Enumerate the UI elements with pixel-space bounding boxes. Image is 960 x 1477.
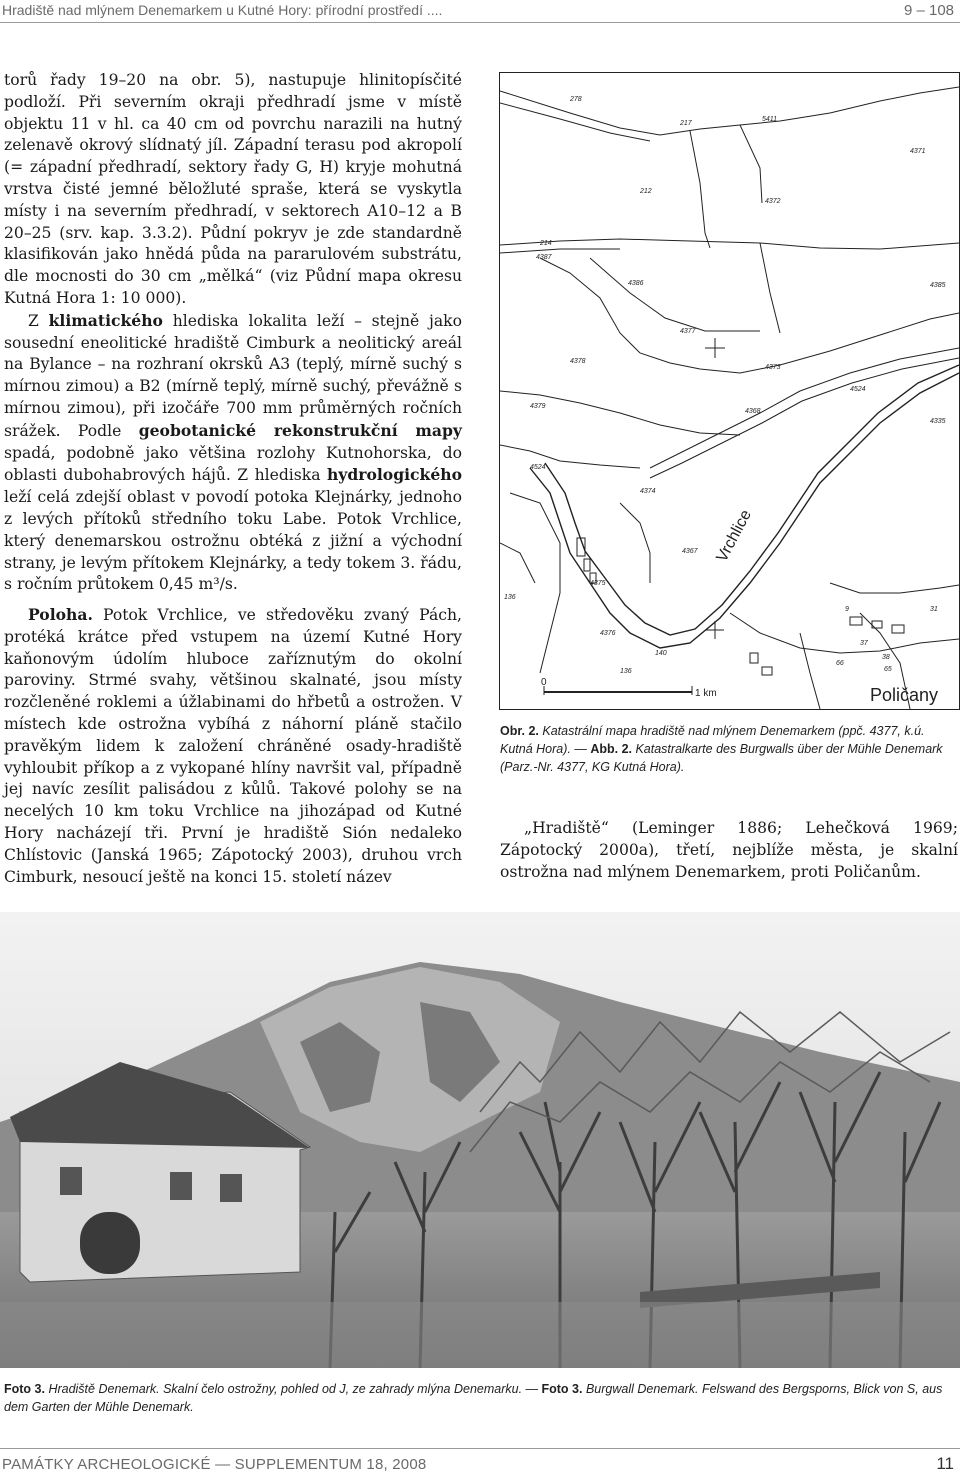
- parcel-number: 4524: [850, 386, 866, 393]
- parcel-number: 4372: [765, 198, 781, 205]
- mill-window: [60, 1167, 82, 1195]
- text-run: leží celá zdejší oblast v povodí potoka Klejnárky, jednoho z levých přítoků středního toku Labe. Potok Vrchlice, který denemarskou ostrožnu obtéká z jižní a východní strany, je levým přítokem Klejnárky, a tedy tokem 3. řádu, s ročním průtokem 0,45 m³/s.: [4, 488, 462, 594]
- paragraph-climate: [4, 310, 462, 596]
- road: [650, 348, 959, 468]
- parcel-boundary: [500, 249, 620, 253]
- foreground-grass: [0, 1302, 960, 1368]
- text-run: Z: [28, 311, 49, 330]
- building: [762, 667, 772, 675]
- parcel-boundary: [620, 503, 650, 583]
- caption-text: Katastrální mapa hradiště nad mlýnem Denemarkem (ppč. 4377, k.ú. Kutná Hora). —: [500, 724, 925, 756]
- parcel-number: 4368: [745, 408, 761, 415]
- caption-text: Katastralkarte des Burgwalls über der Mühle Denemark (Parz.-Nr. 4377, KG Kutná Hora).: [500, 742, 943, 774]
- map-drawing: [500, 73, 959, 709]
- parcel-number: 37: [860, 640, 868, 647]
- parcel-number: 38: [882, 654, 890, 661]
- parcel-number: 217: [680, 120, 692, 127]
- map-caption: [500, 722, 958, 776]
- parcel-boundary: [500, 391, 740, 435]
- bold-term: geobotanické rekonstrukční mapy: [138, 420, 462, 440]
- paragraph-soil: torů řady 19–20 na obr. 5), nastupuje hlinitopísčité podloží. Při severním okraji předhradí jsme v místě objektu 11 v hl. ca 40 cm od povrchu narazili na hutný zelenavě okrový slídnatý jíl. Západní terasu pod akropolí (= západní předhradí, sektory řady G, H) kryje mohutná vrstva čisté jemné běložluté spraše, která se vyskytla místy i na severním předhradí, v sektorech A10–12 a B 20–25 (srv. kap. 3.3.2). Půdní pokryv je zde standardně klasifikován jako hnědá půda na pararulovém substrátu, dle mocnosti do 30 cm „mělká“ (viz Půdní mapa okresu Kutná Hora 1: 10 000).: [4, 71, 462, 307]
- parcel-boundary: [830, 583, 959, 593]
- parcel-number: 4373: [765, 364, 781, 371]
- left-column-top: [4, 70, 462, 596]
- parcel-number: 4375: [590, 580, 606, 587]
- parcel-number: 4374: [640, 488, 656, 495]
- parcel-number: 4376: [600, 630, 616, 637]
- journal-title: PAMÁTKY ARCHEOLOGICKÉ — SUPPLEMENTUM 18, 2008: [2, 1456, 427, 1473]
- parcel-boundary: [500, 103, 650, 141]
- parcel-number: 31: [930, 606, 938, 613]
- parcel-number: 4385: [930, 282, 946, 289]
- parcel-boundary: [500, 239, 959, 249]
- parcel-number: 136: [504, 594, 516, 601]
- parcel-number: 66: [836, 660, 844, 667]
- page-range: 9 – 108: [903, 2, 954, 19]
- parcel-number: 214: [540, 240, 552, 247]
- parcel-boundary: [800, 633, 820, 709]
- parcel-boundary: [540, 258, 959, 373]
- parcel-number: 65: [884, 666, 892, 673]
- parcel-number: 4524: [530, 464, 546, 471]
- parcel-number: 4371: [910, 148, 926, 155]
- caption-label: Foto 3.: [541, 1382, 583, 1396]
- building: [750, 653, 758, 663]
- building: [850, 617, 862, 625]
- building: [584, 559, 590, 571]
- river-label: Vrchlice: [713, 507, 755, 565]
- parcel-boundary: [730, 613, 959, 653]
- caption-label: Abb. 2.: [590, 742, 632, 756]
- photo-drawing: [0, 912, 960, 1368]
- caption-label: Obr. 2.: [500, 724, 539, 738]
- text-run: hlediska lokalita leží – stejně jako sousední eneolitické hradiště Cimburk a neolitický areál na Bylance – na rozhraní okrsků A3 (teplý, mírně suchý s mírnou zimou) a B2 (mírně teplý, mírně suchý, převážně s mírnou zimou), při izočáře 700 mm průměrných ročních srážek. Podle: [4, 311, 462, 440]
- scale-start-label: 0: [541, 677, 547, 688]
- caption-text: Hradiště Denemark. Skalní čelo ostrožny, pohled od J, ze zahrady mlýna Denemarku. —: [44, 1382, 542, 1396]
- parcel-number: 4378: [570, 358, 586, 365]
- running-header: [0, 0, 960, 24]
- header-rule: [0, 22, 960, 23]
- caption-label: Foto 3.: [4, 1382, 45, 1396]
- parcel-number: 212: [640, 188, 652, 195]
- parcel-boundary: [590, 258, 760, 331]
- parcel-number: 4377: [680, 328, 696, 335]
- parcel-boundary: [690, 131, 710, 248]
- road: [650, 358, 959, 478]
- running-title: Hradiště nad mlýnem Denemarkem u Kutné Hory: přírodní prostředí ....: [2, 2, 443, 18]
- paragraph-location: [4, 604, 462, 888]
- parcel-number: 136: [620, 668, 632, 675]
- parcel-number: 5411: [762, 116, 778, 123]
- parcel-number: 4387: [536, 254, 552, 261]
- page-footer: [0, 1442, 960, 1477]
- text-run: Potok Vrchlice, ve středověku zvaný Pách, protéká krátce před vstupem na území Kutné Hory kaňonovým údolím hluboce zaříznutým do okolní paroviny. Strmé svahy, většinou skalnaté, jsou místy rozčleněné roklemi a úžlabinami do hřbetů a ostrožen. V místech kde ostrožna vybíhá z náhorní pláně stačilo pravěkým lidem k založení chráněné osady-hradiště vyhloubit příkop a z vykopané hlíny navršit val, případně jej navíc zesílit palisádou z kůlů. Takové polohy se na necelých 10 km toku Vrchlice na jihozápad od Kutné Hory nacházejí tři. První je hradiště Sión nedaleko Chlístovic (Janská 1965; Zápotocký 2003), druhou vrch Cimburk, nesoucí ještě na konci 15. století název: [4, 606, 462, 886]
- parcel-boundary: [760, 243, 780, 333]
- parcel-number: 4386: [628, 280, 644, 287]
- parcel-boundary: [740, 125, 762, 203]
- parcel-boundary: [500, 543, 535, 583]
- text-run: spadá, podobně jako většina rozlohy Kutnohorska, do oblasti dubohabrových hájů. Z hlediska: [4, 443, 462, 485]
- parcel-number: 4379: [530, 403, 546, 410]
- town-label: Poličany: [870, 685, 939, 705]
- parcel-number: 4335: [930, 418, 946, 425]
- mill-window: [170, 1172, 192, 1200]
- river-bank: [545, 365, 959, 635]
- mill-window: [220, 1174, 242, 1202]
- footer-rule: [0, 1448, 960, 1449]
- cadastral-map: [499, 72, 960, 710]
- parcel-number: 4367: [682, 548, 698, 555]
- parcel-number: 9: [845, 606, 849, 613]
- scale-end-label: 1 km: [695, 688, 717, 699]
- left-column-bottom: [4, 604, 462, 888]
- bold-term: klimatického: [48, 310, 163, 330]
- photo-denemark-mill: [0, 912, 960, 1368]
- photo-caption: [4, 1380, 958, 1416]
- parcel-number: 278: [570, 96, 582, 103]
- building: [892, 625, 904, 633]
- right-column: [500, 818, 958, 883]
- caption-text: Burgwall Denemark. Felswand des Bergsporns, Blick von S, aus dem Garten der Mühle Denemark.: [4, 1382, 943, 1414]
- parcel-number: 140: [655, 650, 667, 657]
- section-lead: Poloha.: [28, 605, 93, 624]
- parcel-boundary: [500, 87, 959, 135]
- bold-term: hydrologického: [326, 465, 462, 485]
- paragraph-hradiste: „Hradiště“ (Leminger 1886; Lehečková 1969; Zápotocký 2000a), třetí, nejblíže města, je skalní ostrožna nad mlýnem Denemarkem, proti Poličanům.: [500, 819, 958, 881]
- mill-arch: [80, 1212, 140, 1274]
- page-number: 11: [936, 1454, 954, 1473]
- parcel-boundary: [500, 445, 640, 468]
